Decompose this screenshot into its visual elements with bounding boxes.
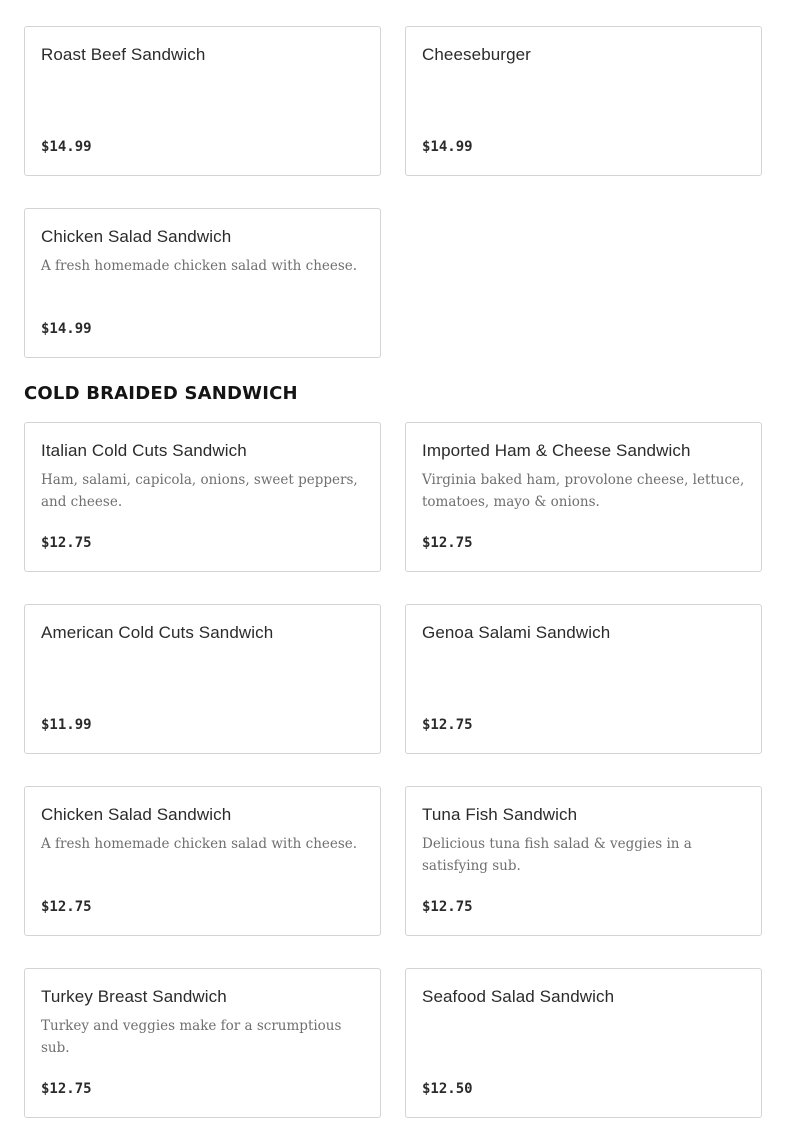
menu-item-name: Chicken Salad Sandwich — [41, 805, 232, 824]
menu-item-card[interactable] — [24, 422, 381, 572]
menu-item-card[interactable] — [405, 968, 762, 1118]
menu-item-name: Italian Cold Cuts Sandwich — [41, 441, 247, 460]
menu-item-price: $14.99 — [422, 139, 473, 155]
menu-item-card[interactable] — [405, 422, 762, 572]
menu-item-card[interactable] — [24, 26, 381, 176]
menu-item-card[interactable] — [24, 604, 381, 754]
menu-item-card[interactable] — [24, 968, 381, 1118]
menu-item-price: $12.75 — [41, 535, 92, 551]
menu-item-card[interactable] — [405, 604, 762, 754]
menu-item-description: Turkey and veggies make for a scrumptious sub. — [41, 1018, 342, 1056]
menu-item-name: Cheeseburger — [422, 45, 531, 64]
menu-item-name: Genoa Salami Sandwich — [422, 623, 611, 642]
menu-item-name: Seafood Salad Sandwich — [422, 987, 615, 1006]
menu-item-card[interactable] — [405, 26, 762, 176]
menu-item-description: A fresh homemade chicken salad with cheese. — [41, 836, 358, 852]
menu-item-name: American Cold Cuts Sandwich — [41, 623, 274, 642]
menu-item-description: Delicious tuna fish salad & veggies in a satisfying sub. — [422, 836, 692, 874]
menu-item-card[interactable] — [24, 786, 381, 936]
menu-item-price: $12.75 — [422, 899, 473, 915]
menu-item-price: $12.75 — [41, 899, 92, 915]
menu-item-name: Chicken Salad Sandwich — [41, 227, 232, 246]
menu-item-card[interactable] — [24, 208, 381, 358]
menu-item-name: Imported Ham & Cheese Sandwich — [422, 441, 691, 460]
menu-item-description: A fresh homemade chicken salad with cheese. — [41, 258, 358, 274]
menu-item-description: Ham, salami, capicola, onions, sweet peppers, and cheese. — [41, 472, 358, 510]
menu-item-price: $12.75 — [422, 535, 473, 551]
menu-item-price: $12.75 — [41, 1081, 92, 1097]
menu-item-price: $11.99 — [41, 717, 92, 733]
menu-item-name: Turkey Breast Sandwich — [41, 987, 227, 1006]
menu-item-name: Roast Beef Sandwich — [41, 45, 206, 64]
menu-item-description: Virginia baked ham, provolone cheese, lettuce, tomatoes, mayo & onions. — [422, 472, 745, 510]
menu-item-price: $14.99 — [41, 321, 92, 337]
menu-item-card[interactable] — [405, 786, 762, 936]
menu-item-name: Tuna Fish Sandwich — [422, 805, 578, 824]
menu-item-price: $12.50 — [422, 1081, 473, 1097]
menu-item-price: $14.99 — [41, 139, 92, 155]
menu-item-price: $12.75 — [422, 717, 473, 733]
section-title: COLD BRAIDED SANDWICH — [24, 383, 298, 404]
